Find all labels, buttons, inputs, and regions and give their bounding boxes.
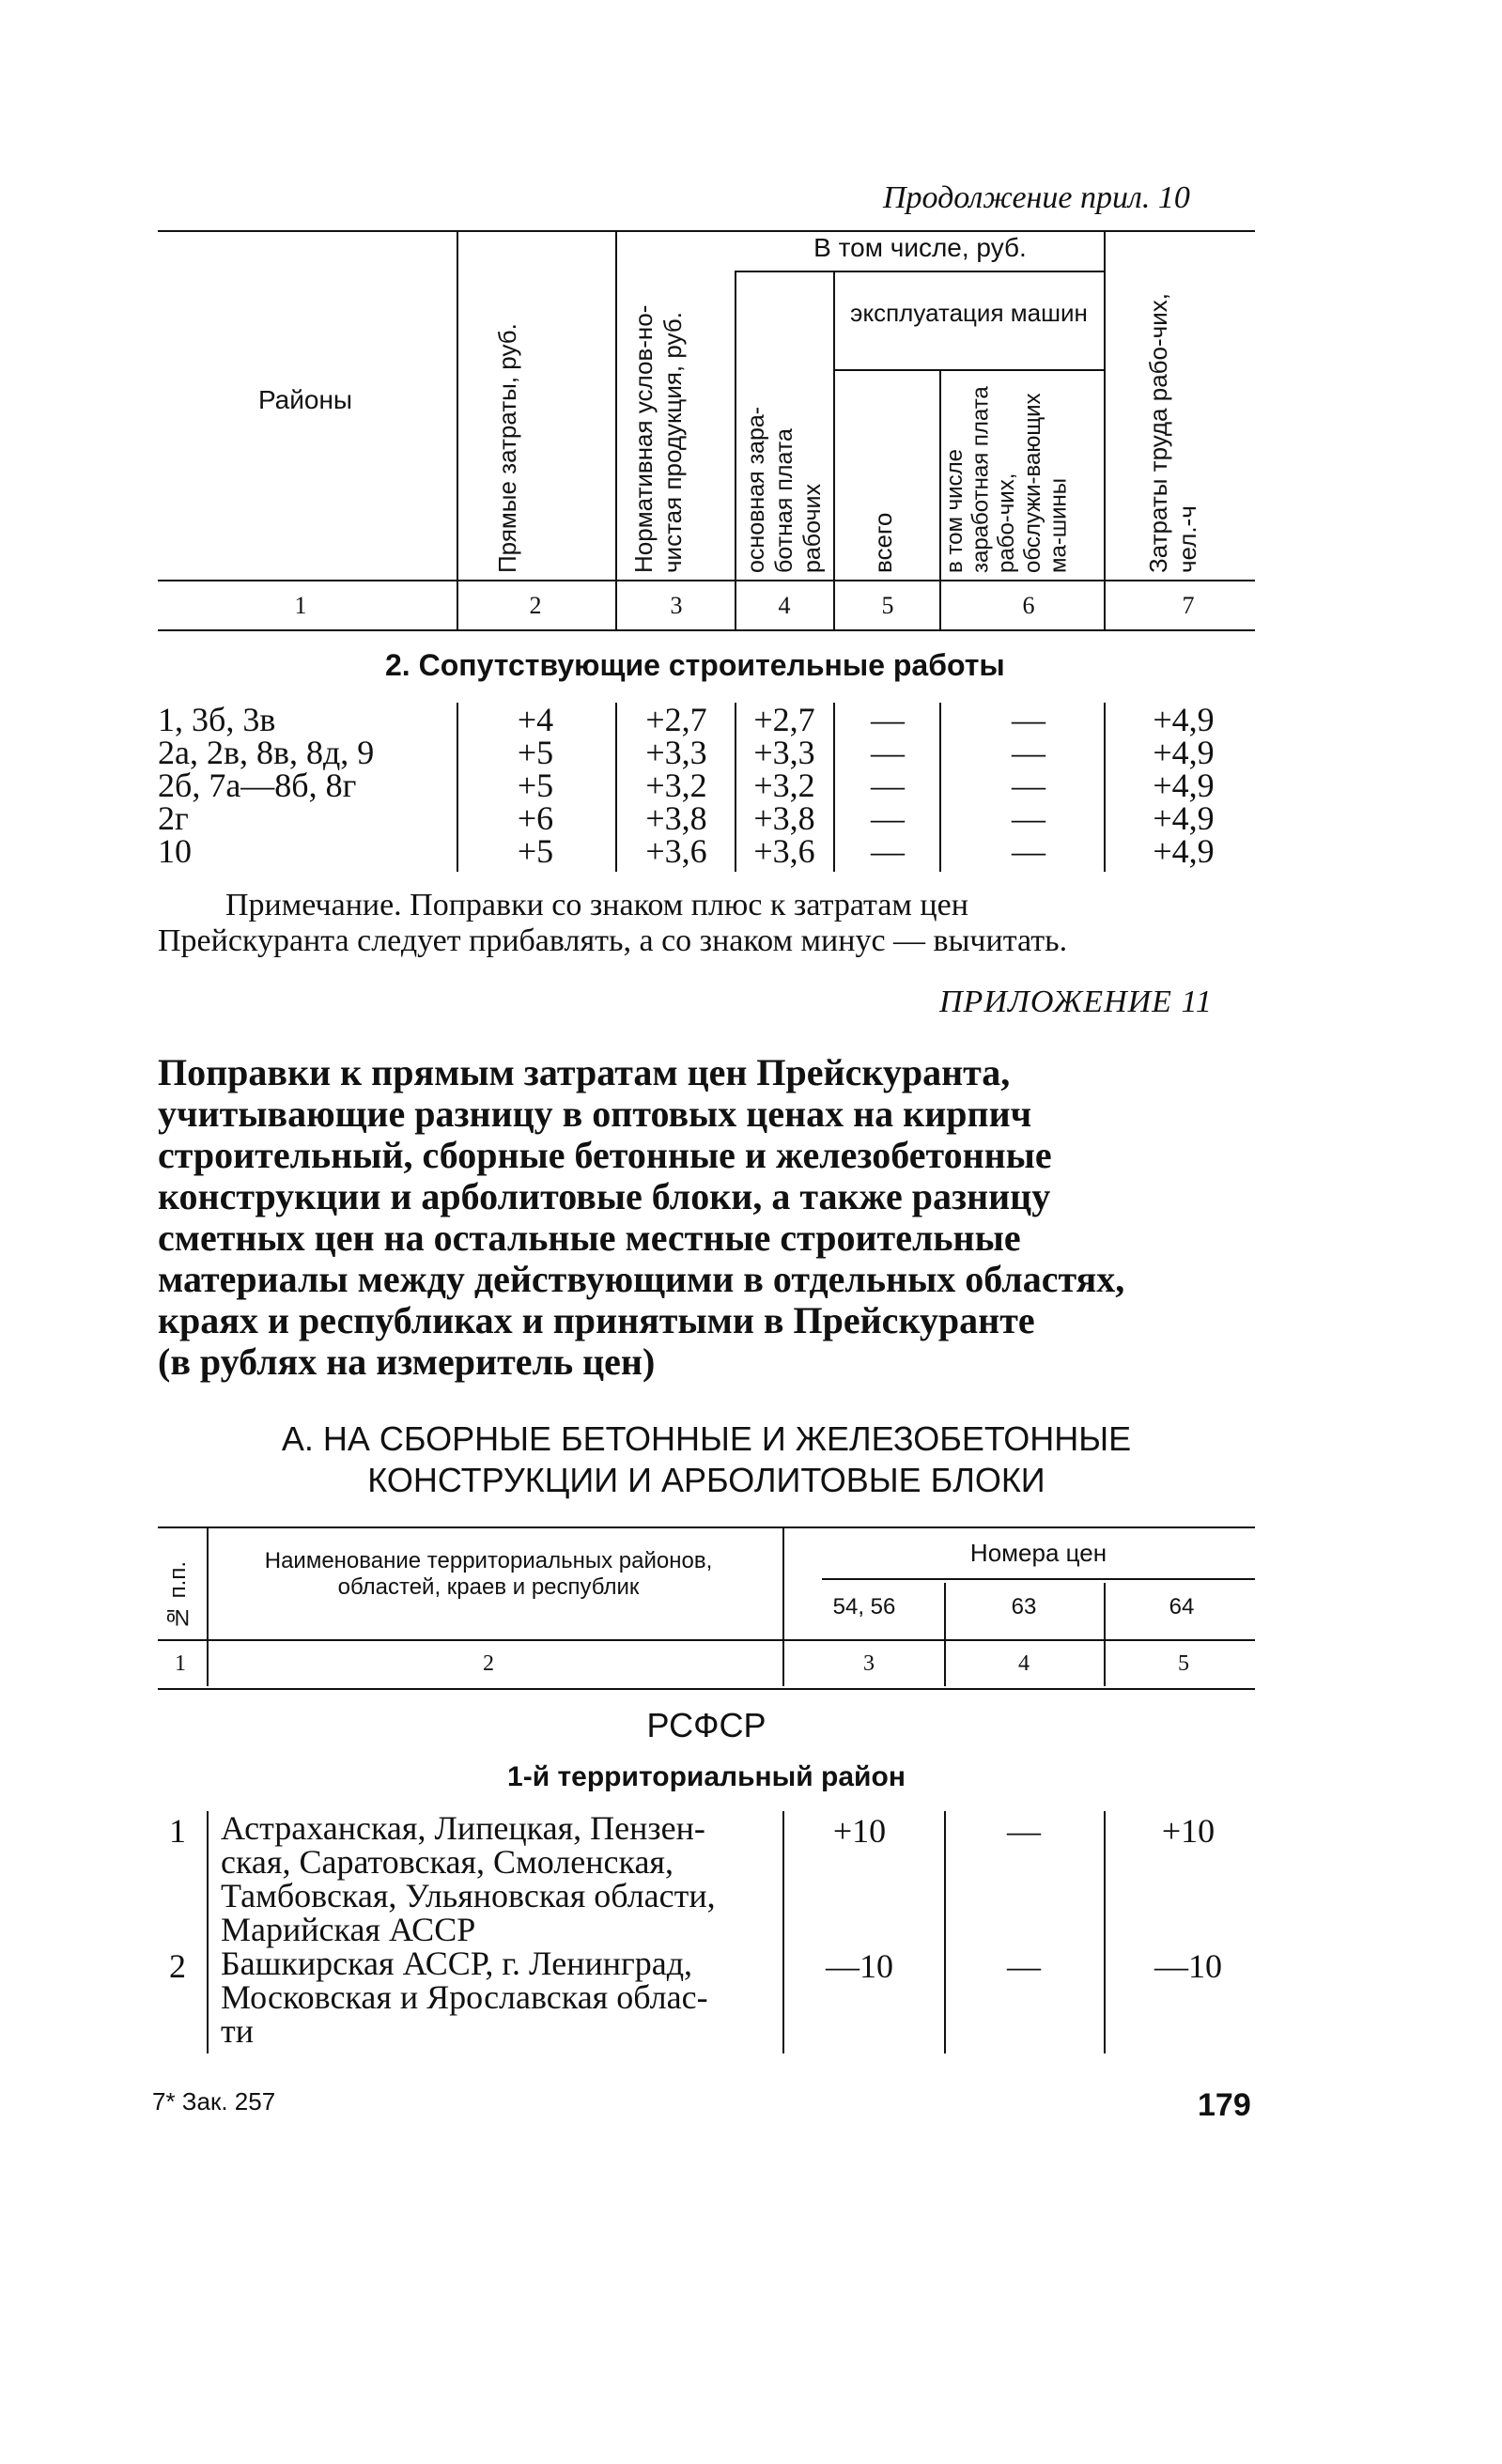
header-base-wage: основная зара-ботная плата рабочих bbox=[743, 406, 826, 573]
footer-left: 7* Зак. 257 bbox=[152, 2087, 276, 2115]
header-incl-wage: в том числе заработная плата рабо-чих, обслужи-вающих ма-шины bbox=[942, 386, 1072, 573]
section-title: 2. Сопутствующие строительные работы bbox=[385, 648, 1005, 682]
header-including: В том числе, руб. bbox=[813, 233, 1027, 262]
header-price-numbers: Номера цен bbox=[969, 1539, 1107, 1567]
page-number: 179 bbox=[1198, 2087, 1251, 2123]
district-title: 1-й территориальный район bbox=[507, 1761, 906, 1792]
header-p1: 54, 56 bbox=[832, 1594, 896, 1619]
col-num-2: 2 bbox=[529, 592, 542, 619]
header-p2: 63 bbox=[1011, 1594, 1037, 1619]
col-num-4: 4 bbox=[778, 592, 791, 619]
running-header: Продолжение прил. 10 bbox=[883, 180, 1190, 215]
appendix-label: ПРИЛОЖЕНИЕ 11 bbox=[939, 984, 1213, 1019]
header-direct-costs: Прямые затраты, руб. bbox=[493, 323, 521, 573]
header-name: Наименование территориальных районов, областей, краев и республик bbox=[264, 1548, 713, 1600]
header-normative: Нормативная услов-но-чистая продукция, руб. bbox=[629, 304, 688, 573]
col-num-1: 1 bbox=[294, 592, 307, 619]
header-no: № п.п. bbox=[165, 1561, 191, 1630]
header-labor: Затраты труда рабо-чих, чел.-ч bbox=[1144, 293, 1202, 573]
header-total: всего bbox=[869, 512, 897, 573]
col-num-5: 5 bbox=[881, 592, 894, 619]
header-machine-ops: эксплуатация машин bbox=[850, 299, 1088, 327]
header-districts: Районы bbox=[257, 385, 353, 414]
appendix-title: Поправки к прямым затратам цен Прейскуранта, учитывающие разницу в оптовых ценах на кирпич строительный, сборные бетонные и железобетонные конструкции и арболитовые блоки, а также разницу сметных цен на остальные местные строительные материалы между действующими в отдельных областях, краях и республиках и принятыми в Прейскуранте (в рублях на измеритель цен) bbox=[158, 1051, 1125, 1383]
col-num-6: 6 bbox=[1022, 592, 1035, 619]
col-num-3: 3 bbox=[670, 592, 683, 619]
section-a-title: А. НА СБОРНЫЕ БЕТОННЫЕ И ЖЕЛЕЗОБЕТОННЫЕ КОНСТРУКЦИИ И АРБОЛИТОВЫЕ БЛОКИ bbox=[281, 1419, 1132, 1499]
republic-title: РСФСР bbox=[646, 1706, 766, 1744]
col-num-7: 7 bbox=[1182, 592, 1195, 619]
note-line-1: Примечание. Поправки со знаком плюс к затратам цен bbox=[225, 888, 968, 922]
header-p3: 64 bbox=[1169, 1594, 1195, 1619]
note-line-2: Прейскуранта следует прибавлять, а со знаком минус — вычитать. bbox=[158, 923, 1068, 958]
